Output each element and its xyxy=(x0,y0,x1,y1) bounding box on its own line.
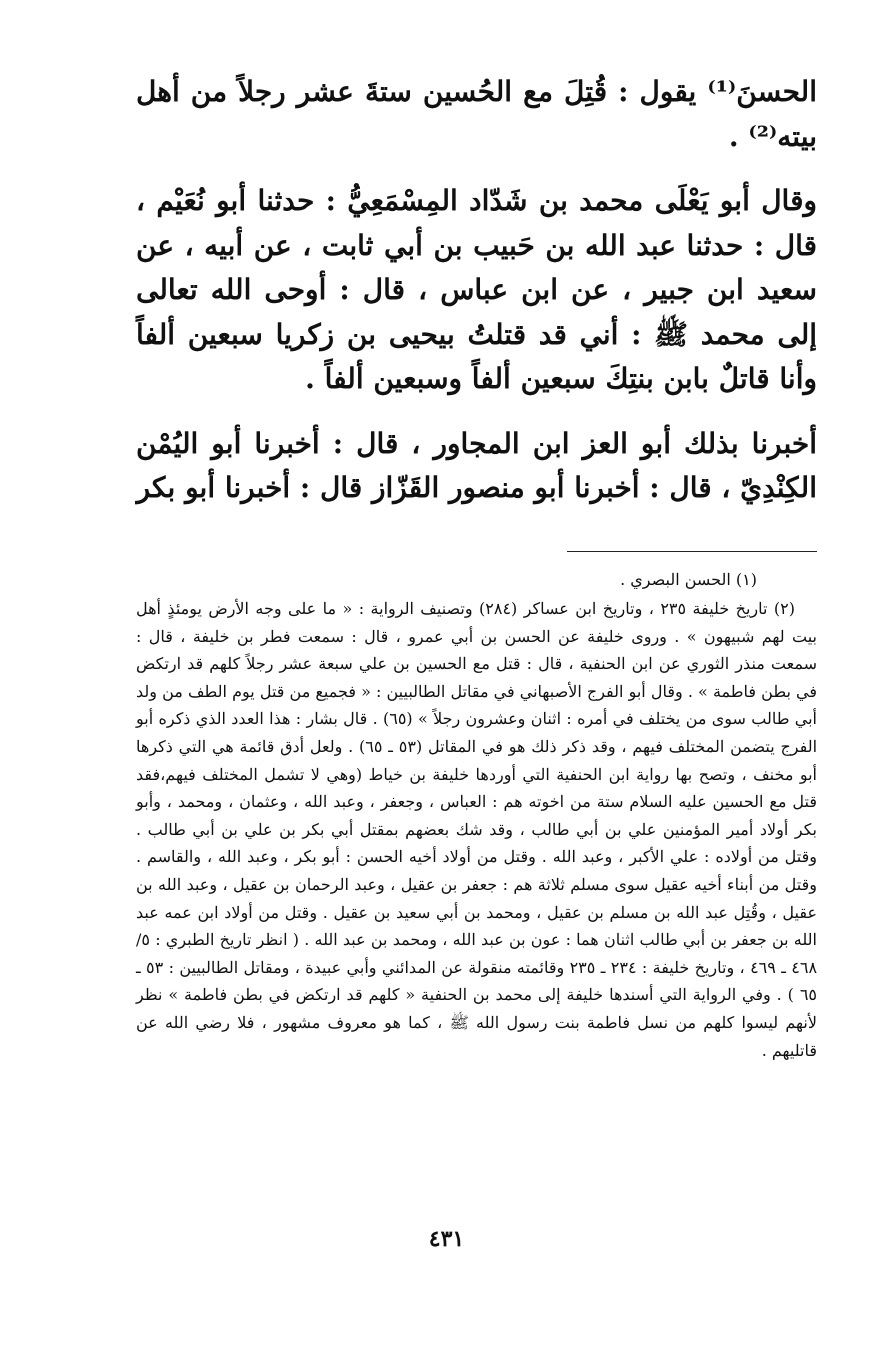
page-number: ٤٣١ xyxy=(428,1226,465,1252)
footnotes xyxy=(136,566,817,1065)
main-text xyxy=(136,70,817,511)
footnote-separator xyxy=(567,551,817,552)
paragraph-3: أخبرنا بذلك أبو العز ابن المجاور ، قال : أخبرنا أبو اليُمْن الكِنْدِيّ ، قال : أخبرنا أبو منصور القَزّاز قال : أخبرنا أبو بكر xyxy=(136,426,817,504)
footnote-2: (٢) تاريخ خليفة ٢٣٥ ، وتاريخ ابن عساكر (٢٨٤) وتصنيف الرواية : « ما على وجه الأرض يومئذٍ أهل بيت لهم شبيهون » . وروى خليفة عن الحسن بن أبي عمرو ، قال : سمعت فطر بن خليفة ، قال : سمعت منذر الثوري عن ابن الحنفية ، قال : قتل مع الحسين بن علي سبعة عشر رجلاً كلهم قد ارتكض في بطن فاطمة » . وقال أبو الفرج الأصبهاني في مقاتل الطالبيين : « فجميع من قتل يوم الطف من ولد أبي طالب سوى من يختلف في أمره : اثنان وعشرون رجلاً » (٦٥) . قال بشار : هذا العدد الذي ذكره أبو الفرج يتضمن المختلف فيهم ، وقد ذكر ذلك هو في المقاتل (٥٣ ـ ٦٥) . ولعل أدق قائمة هي التي ذكرها أبو مخنف ، وتصح بها رواية ابن الحنفية التي أوردها خليفة بن خياط (وهي لا تشمل المختلف فيهم،فقد قتل مع الحسين عليه السلام ستة من اخوته هم : العباس ، وجعفر ، وعبد الله ، وعثمان ، ومحمد ، وأبو بكر أولاد أمير المؤمنين علي بن أبي طالب ، وقد شك بعضهم بمقتل أبي بكر بن علي بن أبي طالب . وقتل من أولاده : علي الأكبر ، وعبد الله . وقتل من أولاد أخيه الحسن : أبو بكر ، وعبد الله ، والقاسم . وقتل من أبناء أخيه عقيل سوى مسلم ثلاثة هم : جعفر بن عقيل ، وعبد الرحمان بن عقيل ، وعبد الله بن عقيل ، وقُتِل عبد الله بن مسلم بن عقيل ، ومحمد بن أبي سعيد بن عقيل . وقتل من أولاد ابن عمه عبد الله بن جعفر بن أبي طالب اثنان هما : عون بن عبد الله ، ومحمد بن عبد الله . ( انظر تاريخ الطبري : ٥/ ٤٦٨ ـ ٤٦٩ ، وتاريخ خليفة : ٢٣٤ ـ ٢٣٥ وقائمته منقولة عن المدائني وأبي عبيدة ، ومقاتل الطالبيين : ٥٣ ـ ٦٥ ) . وفي الرواية التي أسندها خليفة إلى محمد بن الحنفية « كلهم قد ارتكض في بطن فاطمة » نظر لأنهم ليسوا كلهم من نسل فاطمة بنت رسول الله ﷺ ، كما هو معروف مشهور ، فلا رضي الله عن قاتليهم . xyxy=(136,599,818,1060)
footnote-1: (١) الحسن البصري . xyxy=(620,569,757,589)
paragraph-2: وقال أبو يَعْلَى محمد بن شَدّاد المِسْمَعِيُّ : حدثنا أبو نُعَيْم ، قال : حدثنا عبد الله بن حَبيب بن أبي ثابت ، عن أبيه ، عن سعيد ابن جبير ، عن ابن عباس ، قال : أوحى الله تعالى إلى محمد ﷺ : أني قد قتلتُ بيحيى بن زكريا سبعين ألفاً وأنا قاتلٌ بابن بنتِكَ سبعين ألفاً وسبعين ألفاً . xyxy=(136,184,817,395)
paragraph-1: الحسنَ⁽¹⁾ يقول : قُتِلَ مع الحُسين ستةَ عشر رجلاً من أهل بيته⁽²⁾ . xyxy=(136,75,817,153)
